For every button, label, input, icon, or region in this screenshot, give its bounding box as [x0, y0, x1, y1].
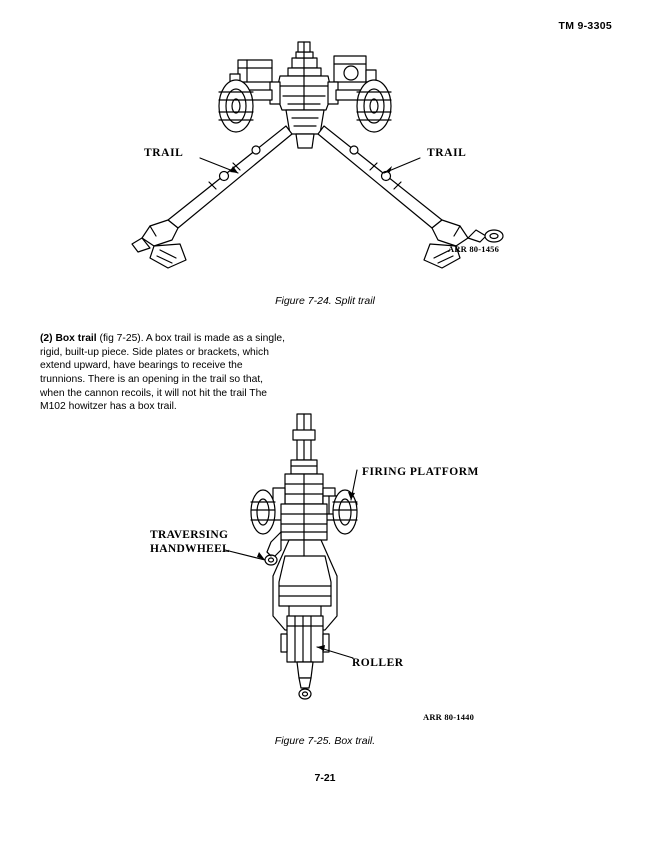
document-id: TM 9-3305 — [558, 20, 612, 32]
callout-roller: ROLLER — [352, 657, 404, 669]
page-number: 7-21 — [314, 772, 336, 784]
figure-caption-box-trail: Figure 7-25. Box trail. — [274, 735, 376, 747]
callout-traversing-handwheel — [150, 528, 260, 556]
drawing-code-box-trail: ARR 80-1440 — [423, 712, 475, 722]
paragraph-lead-in: (2) Box trail — [40, 333, 97, 345]
callout-traversing-line1: TRAVERSING — [150, 529, 229, 541]
callout-trail-left: TRAIL — [144, 147, 184, 159]
paragraph-text: (fig 7-25). A box trail is made as a single, rigid, built-up piece. Side plates or brackets, which extend upward, have bearings to receive the trunnions. There is an opening in the trail so that, when the cannon recoils, it will not hit the trail The M102 howitzer has a box trail. — [40, 333, 285, 413]
callout-traversing-line2: HANDWHEEL — [150, 543, 231, 555]
callout-trail-right: TRAIL — [427, 147, 467, 159]
figure-caption-split-trail: Figure 7-24. Split trail — [275, 295, 375, 307]
drawing-code-split-trail: ARR 80-1456 — [448, 244, 500, 254]
callout-firing-platform: FIRING PLATFORM — [362, 466, 479, 478]
